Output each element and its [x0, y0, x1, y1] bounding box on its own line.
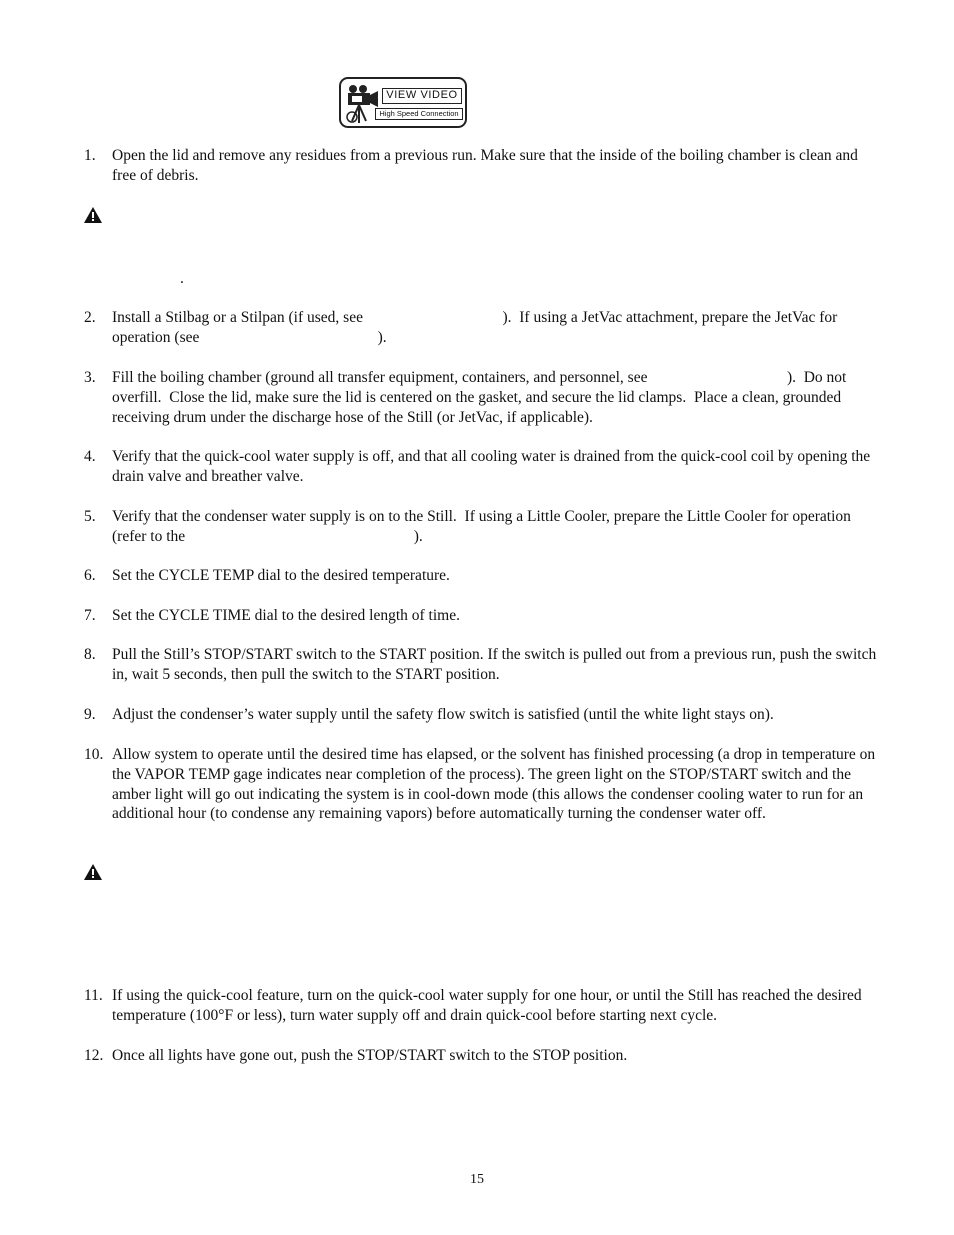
list-item — [84, 705, 884, 725]
list-item — [84, 308, 884, 348]
warning-icon — [84, 207, 102, 223]
step-text: If using the quick-cool feature, turn on the quick-cool water supply for one hour, or until the Still has reached the desired temperature (100°F or less), turn water supply off and drain quick-cool before starting next cycle. — [112, 987, 862, 1024]
list-item — [84, 1046, 884, 1066]
list-item — [84, 645, 884, 685]
page-number: 15 — [470, 1172, 484, 1187]
list-item — [84, 447, 884, 487]
view-video-button[interactable] — [339, 77, 467, 128]
warning-icon — [84, 864, 102, 880]
list-item — [84, 146, 884, 186]
step-text: Verify that the condenser water supply is on to the Still. If using a Little Cooler, prepare the Little Cooler for operation (refer to the ). — [112, 508, 855, 545]
step-text: Fill the boiling chamber (ground all transfer equipment, containers, and personnel, see ). Do not overfill. Close the lid, make sure the lid is centered on the gasket, and secure the lid clamps. Place a clean, grounded receiving drum under the discharge hose of the Still (or JetVac, if applicable). — [112, 369, 851, 426]
step-text: Open the lid and remove any residues from a previous run. Make sure that the inside of the boiling chamber is clean and free of debris. — [112, 147, 858, 184]
list-item — [84, 606, 884, 626]
step-number: 10. — [84, 746, 104, 763]
stray-period: . — [180, 270, 184, 287]
step-number: 4. — [84, 448, 96, 465]
step-number: 3. — [84, 369, 96, 386]
list-item — [84, 368, 884, 427]
view-video-subtitle: High Speed Connection — [375, 108, 463, 120]
step-number: 8. — [84, 646, 96, 663]
step-number: 12. — [84, 1047, 104, 1064]
step-text: Install a Stilbag or a Stilpan (if used, see ). If using a JetVac attachment, prepare the JetVac for operation (see ). — [112, 309, 842, 346]
list-item — [84, 745, 884, 824]
step-number: 7. — [84, 607, 96, 624]
step-number: 2. — [84, 309, 96, 326]
step-text: Set the CYCLE TIME dial to the desired length of time. — [112, 607, 460, 624]
step-number: 9. — [84, 706, 96, 723]
view-video-title: VIEW VIDEO — [382, 88, 462, 104]
step-text: Pull the Still’s STOP/START switch to the START position. If the switch is pulled out from a previous run, push the switch in, wait 5 seconds, then pull the switch to the START position. — [112, 646, 877, 683]
list-item — [84, 986, 884, 1026]
list-item — [84, 507, 884, 547]
step-text: Verify that the quick-cool water supply is off, and that all cooling water is drained from the quick-cool coil by opening the drain valve and breather valve. — [112, 448, 871, 485]
list-item — [84, 566, 884, 586]
step-number: 1. — [84, 147, 96, 164]
step-number: 6. — [84, 567, 96, 584]
step-text: Set the CYCLE TEMP dial to the desired temperature. — [112, 567, 450, 584]
step-text: Once all lights have gone out, push the STOP/START switch to the STOP position. — [112, 1047, 628, 1064]
step-number: 5. — [84, 508, 96, 525]
step-number: 11. — [84, 987, 103, 1004]
step-text: Allow system to operate until the desired time has elapsed, or the solvent has finished processing (a drop in temperature on the VAPOR TEMP gage indicates near completion of the process). The green light on the STOP/START switch and the amber light will go out indicating the system is in cool-down mode (this allows the condenser cooling water to run for an additional hour (to condense any remaining vapors) before automatically turning the condenser water off. — [112, 746, 876, 823]
step-text: Adjust the condenser’s water supply until the safety flow switch is satisfied (until the white light stays on). — [112, 706, 774, 723]
